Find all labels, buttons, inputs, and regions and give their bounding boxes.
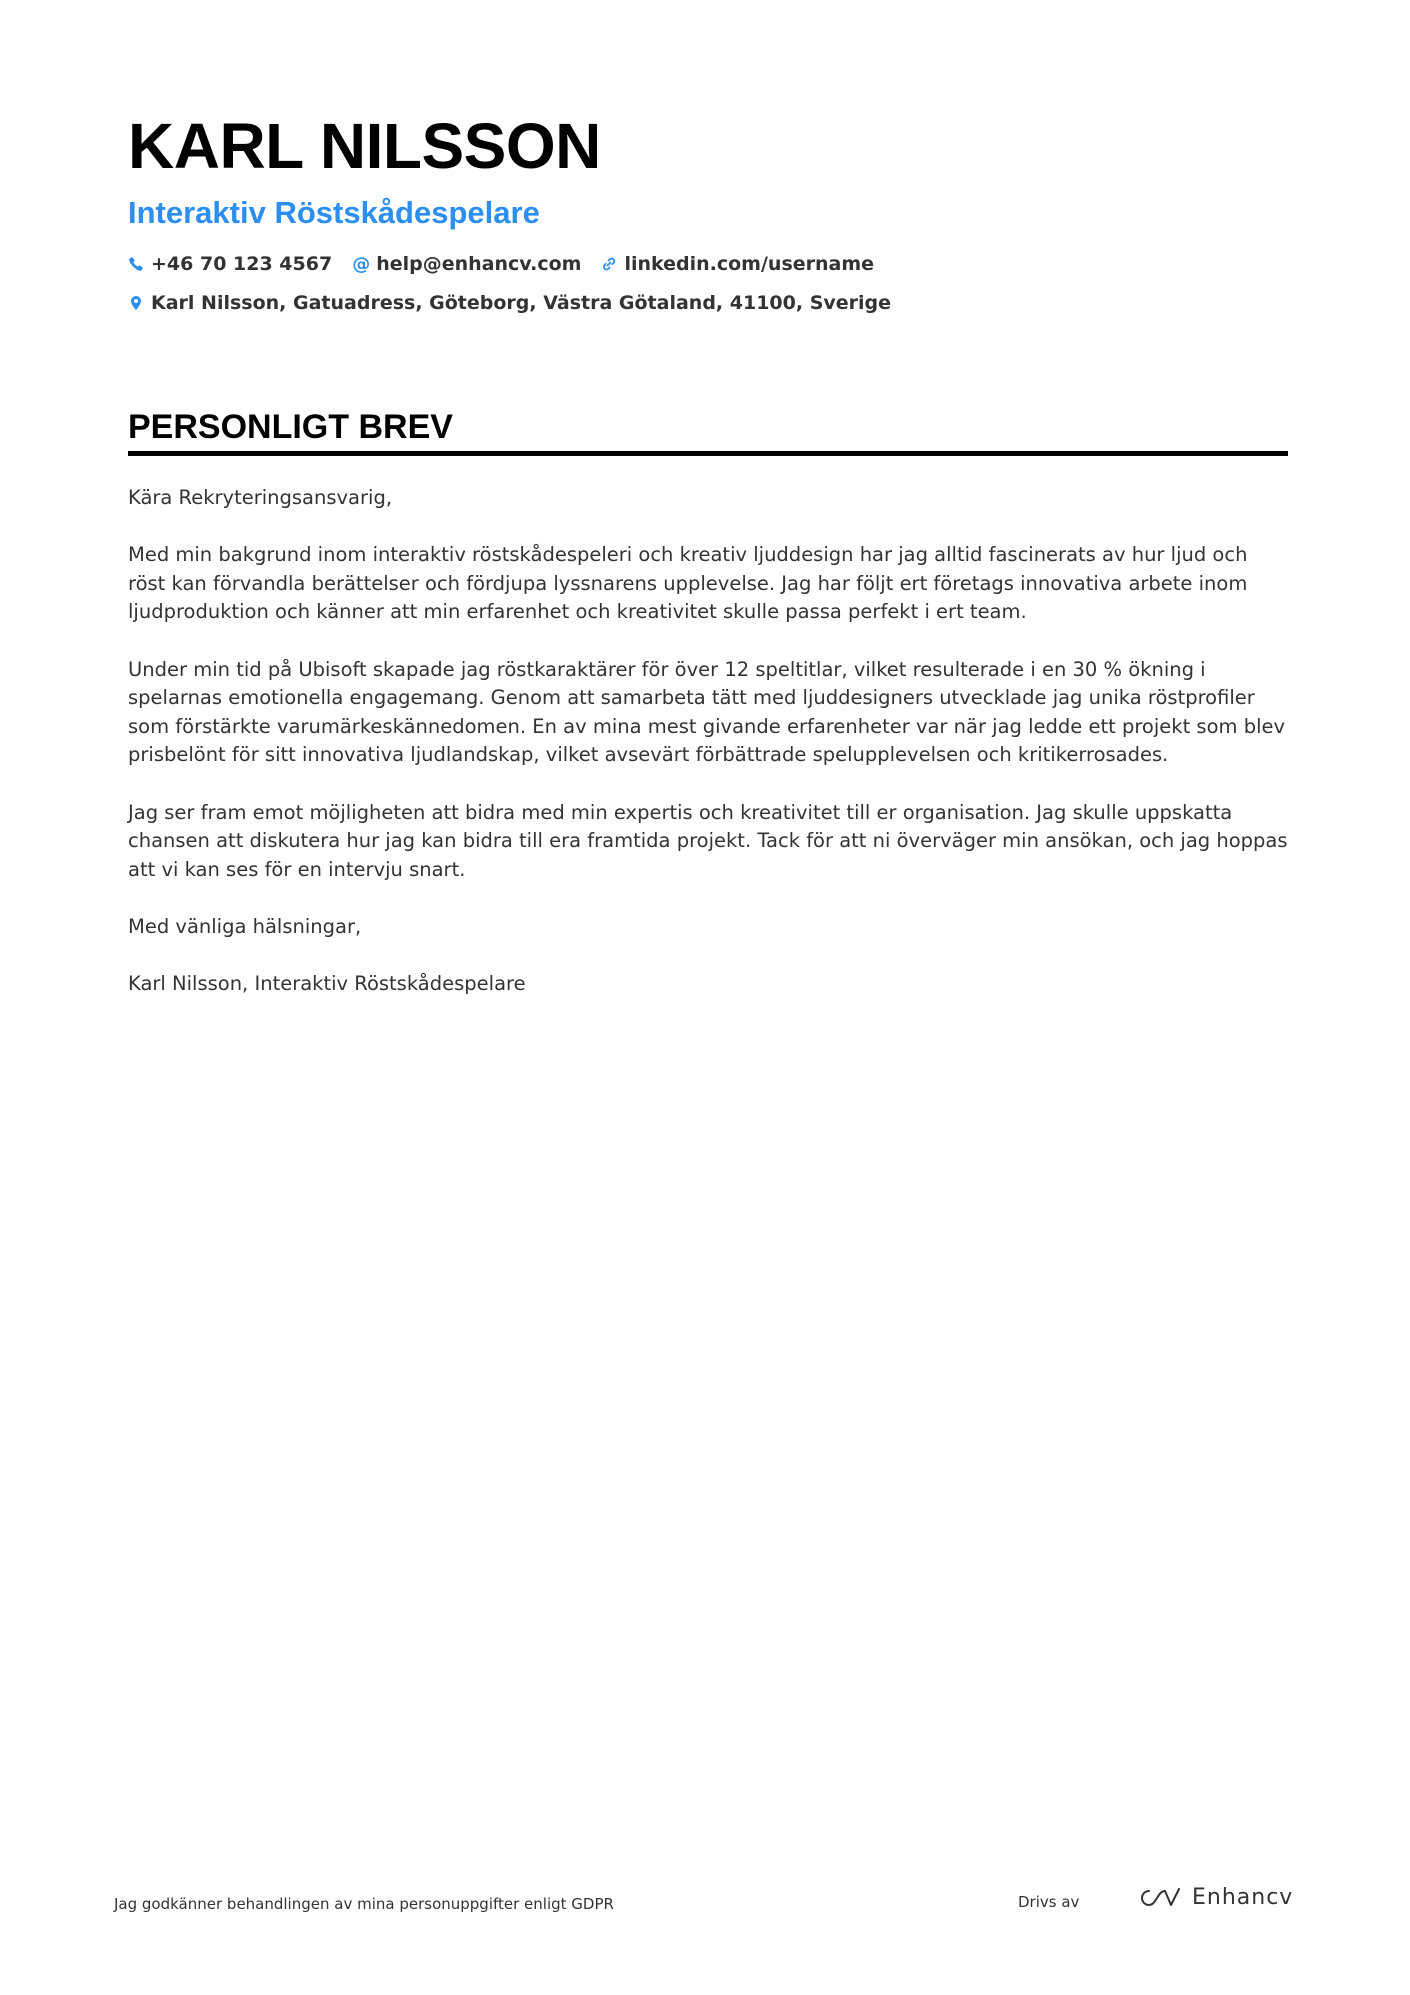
address-contact bbox=[128, 292, 891, 314]
link-icon bbox=[601, 256, 617, 272]
phone-icon bbox=[128, 256, 144, 272]
location-pin-icon bbox=[128, 295, 144, 311]
job-title: Interaktiv Röstskådespelare bbox=[128, 195, 540, 230]
enhancv-brand-name: Enhancv bbox=[1192, 1885, 1294, 1910]
postal-address: Karl Nilsson, Gatuadress, Göteborg, Västra Götaland, 41100, Sverige bbox=[151, 292, 892, 314]
enhancv-logo[interactable] bbox=[1138, 1885, 1293, 1910]
contact-row-primary bbox=[128, 251, 1288, 277]
letter-signature: Karl Nilsson, Interaktiv Röstskådespelare bbox=[128, 972, 526, 996]
section-title: PERSONLIGT BREV bbox=[128, 408, 453, 446]
phone-number[interactable]: +46 70 123 4567 bbox=[151, 253, 333, 275]
letter-closing: Med vänliga hälsningar, bbox=[128, 914, 362, 938]
gdpr-consent: Jag godkänner behandlingen av mina personuppgifter enligt GDPR bbox=[114, 1895, 614, 1913]
letter-paragraph-1: Med min bakgrund inom interaktiv röstskådespeleri och kreativ ljuddesign har jag alltid fascinerats av hur ljud och röst kan förvandla berättelser och fördjupa lyssnarens upplevelse. Jag har följt ert företags innovativa arbete inom ljudproduktion och känner att min erfarenhet och kreativitet skulle passa perfekt i ert team. bbox=[128, 543, 1248, 624]
candidate-name: KARL NILSSON bbox=[128, 110, 601, 182]
cover-letter-section bbox=[128, 405, 1288, 1027]
at-icon: @ bbox=[352, 253, 371, 275]
email-contact bbox=[352, 253, 581, 275]
linkedin-url[interactable]: linkedin.com/username bbox=[624, 253, 875, 275]
letter-body bbox=[128, 484, 1288, 999]
contact-row-address bbox=[128, 290, 1288, 316]
letter-paragraph-2: Under min tid på Ubisoft skapade jag röstkaraktärer för över 12 speltitlar, vilket resulterade i en 30 % ökning i spelarnas emotionella engagemang. Genom att samarbeta tätt med ljuddesigners utvecklade jag unika röstprofiler som förstärkte varumärkeskännedomen. En av mina mest givande erfarenheter var när jag ledde ett projekt som blev prisbelönt för sitt innovativa ljudlandskap, vilket avsevärt förbättrade spelupplevelsen och kritikerrosades. bbox=[128, 657, 1286, 767]
powered-by-label: Drivs av bbox=[1018, 1893, 1080, 1911]
resume-header bbox=[128, 105, 1288, 316]
enhancv-logo-icon bbox=[1138, 1887, 1182, 1909]
section-divider bbox=[128, 451, 1288, 456]
phone-contact bbox=[128, 253, 332, 275]
letter-paragraph-3: Jag ser fram emot möjligheten att bidra med min expertis och kreativitet till er organisation. Jag skulle uppskatta chansen att diskutera hur jag kan bidra till era framtida projekt. Tack för att ni överväger min ansökan, och jag hoppas att vi kan ses för en intervju snart. bbox=[128, 800, 1288, 881]
linkedin-contact bbox=[601, 253, 874, 275]
email-address[interactable]: help@enhancv.com bbox=[376, 253, 582, 275]
letter-greeting: Kära Rekryteringsansvarig, bbox=[128, 486, 393, 509]
